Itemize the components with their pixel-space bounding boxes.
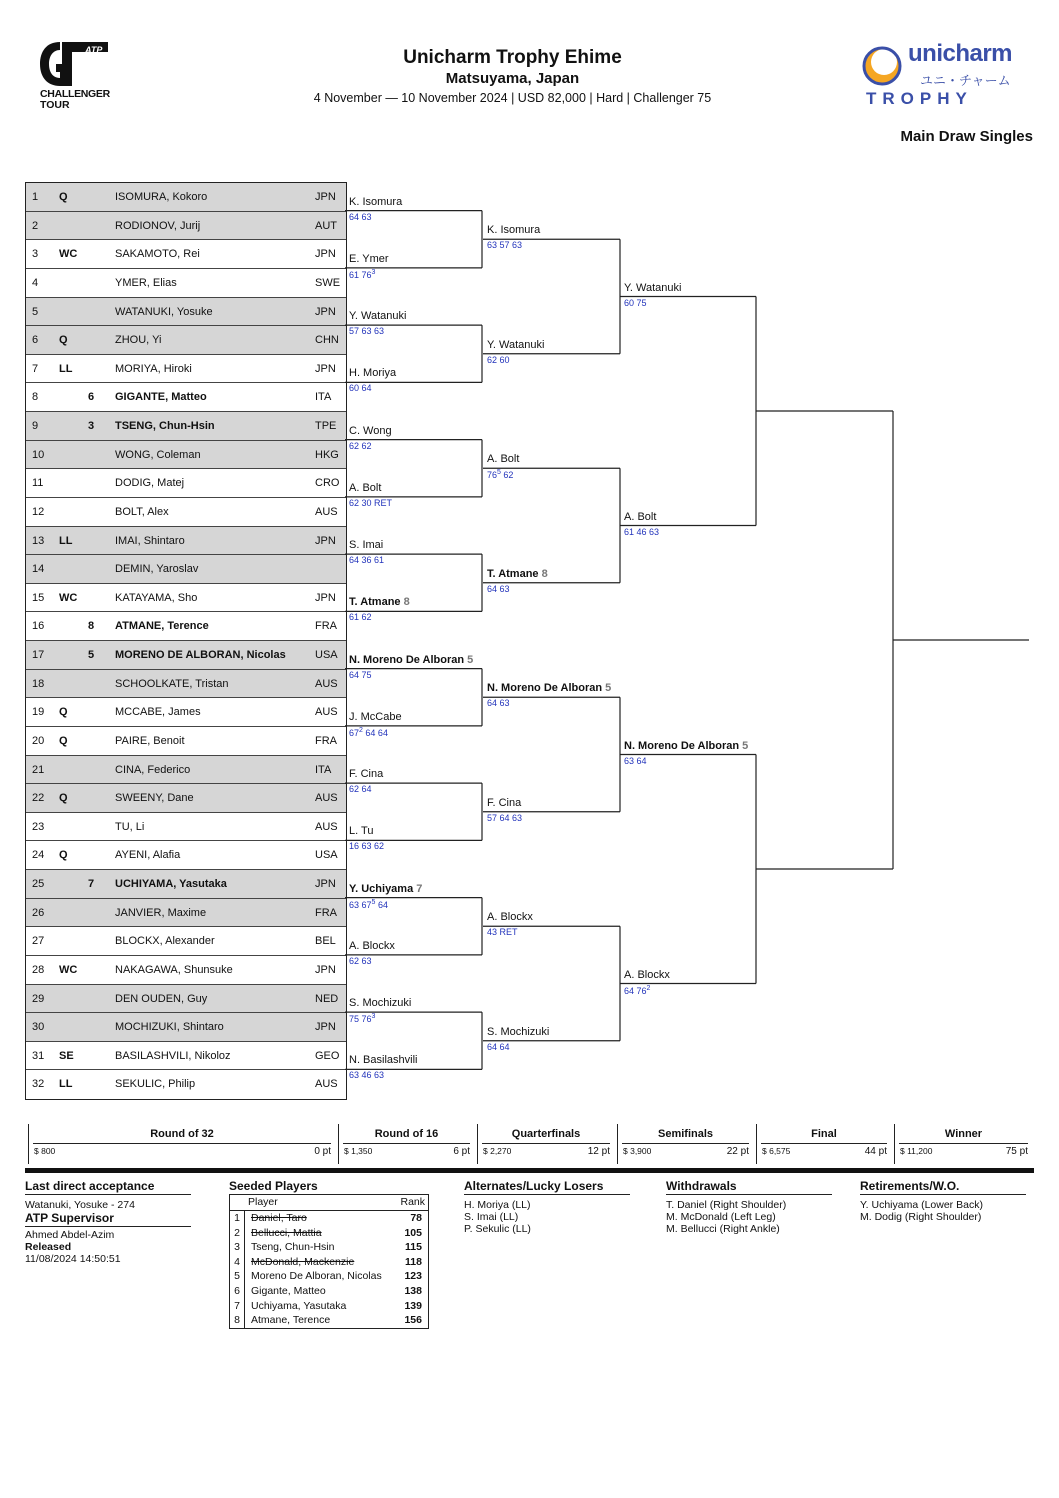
seeded-index: 8	[230, 1313, 245, 1329]
player-country: JPN	[315, 534, 336, 547]
list-item: M. Bellucci (Right Ankle)	[666, 1223, 780, 1235]
player-country: ITA	[315, 391, 332, 404]
bracket-score: $76^5$ 62	[487, 469, 514, 481]
bracket-score: 75 $76^3$	[349, 1013, 376, 1025]
bracket-player-name: Y. Uchiyama 7	[349, 882, 423, 895]
bracket-player-name: F. Cina	[349, 768, 384, 781]
player-country: FRA	[315, 906, 337, 919]
list-item: P. Sekulic (LL)	[464, 1223, 531, 1235]
draw-number: 17	[32, 649, 45, 661]
bracket-player-name: T. Atmane 8	[349, 596, 410, 609]
prize-round	[756, 1124, 891, 1164]
unicharm-brand: unicharm	[908, 40, 1013, 67]
list-item: M. Dodig (Right Shoulder)	[860, 1211, 982, 1223]
round-label: Round of 16	[374, 1128, 439, 1140]
round-divider	[343, 1143, 470, 1144]
seeded-rank: 139	[404, 1299, 422, 1312]
bracket-player-name: L. Tu	[349, 825, 374, 838]
seeded-title: Seeded Players	[229, 1179, 318, 1193]
ranking-points: 44 pt	[864, 1146, 887, 1157]
tiebreak-score: 2	[646, 984, 651, 992]
seed-number: 6	[88, 391, 95, 404]
round-divider	[33, 1143, 331, 1144]
seeded-index: 1	[230, 1211, 245, 1227]
bracket-player-name: Y. Watanuki	[487, 338, 545, 351]
seeded-header-rank: Rank	[400, 1196, 425, 1208]
bracket-seed: 5	[605, 682, 612, 695]
bracket-score: 61 46 63	[624, 526, 660, 537]
draw-number: 10	[32, 448, 45, 461]
draw-number: 2	[32, 219, 39, 232]
withdrawals-title: Withdrawals	[666, 1179, 832, 1195]
round-label: Quarterfinals	[511, 1128, 581, 1140]
bracket-player-name: A. Blockx	[487, 911, 533, 924]
player-country: AUS	[315, 677, 338, 690]
player-country: CHN	[315, 334, 339, 347]
draw-number: 6	[32, 334, 39, 347]
seeded-row	[230, 1269, 428, 1284]
seeded-player: Gigante, Matteo	[251, 1284, 326, 1297]
player-name: TU, Li	[115, 820, 145, 833]
draw-number: 9	[32, 420, 39, 432]
player-name: DEN OUDEN, Guy	[115, 992, 208, 1005]
player-country: JPN	[315, 963, 336, 976]
entry-type: WC	[59, 963, 78, 976]
draw-number: 32	[32, 1078, 45, 1091]
entry-type: LL	[59, 534, 73, 547]
bracket-score: 64 63	[487, 583, 510, 594]
bracket-player-name: E. Ymer	[349, 252, 389, 265]
draw-number: 24	[32, 849, 45, 862]
draw-number: 4	[32, 276, 39, 289]
player-country: JPN	[315, 1021, 336, 1034]
seed-number: 7	[88, 878, 95, 890]
player-name: SWEENY, Dane	[115, 792, 194, 805]
bracket-score: 64 63	[349, 211, 372, 222]
bracket-player-name: C. Wong	[349, 424, 392, 437]
seeded-row	[230, 1313, 428, 1328]
seeded-header	[230, 1195, 428, 1211]
bracket-score: 63 $67^5$ 64	[349, 898, 388, 910]
draw-number: 25	[32, 878, 45, 890]
seeded-rank: 78	[410, 1212, 422, 1224]
list-item: S. Imai (LL)	[464, 1211, 519, 1223]
alternates-title: Alternates/Lucky Losers	[464, 1179, 630, 1195]
supervisor-name: Ahmed Abdel-Azim	[25, 1229, 115, 1241]
player-name: GIGANTE, Matteo	[115, 391, 207, 404]
round-label: Winner	[944, 1128, 983, 1140]
bracket-player-name: A. Blockx	[624, 968, 670, 981]
round-divider	[622, 1143, 749, 1144]
player-country: JPN	[315, 362, 336, 375]
seeded-rank: 138	[404, 1284, 422, 1297]
entry-type: LL	[59, 1078, 73, 1091]
ranking-points: 75 pt	[1005, 1146, 1028, 1157]
seed-number: 5	[88, 649, 95, 661]
tournament-info: 4 November — 10 November 2024 | USD 82,000 | Hard | Challenger 75	[313, 91, 712, 105]
draw-number: 11	[32, 477, 44, 490]
player-country: AUS	[315, 792, 338, 805]
player-name: IMAI, Shintaro	[115, 534, 185, 547]
bracket-player-name: N. Basilashvili	[349, 1054, 418, 1067]
player-name: KATAYAMA, Sho	[115, 591, 198, 604]
footer-divider	[25, 1168, 1034, 1173]
list-item: M. McDonald (Left Leg)	[666, 1211, 776, 1223]
bracket-score: 64 $76^2$	[624, 984, 651, 996]
entry-type: Q	[59, 792, 68, 805]
tournament-location: Matsuyama, Japan	[445, 70, 580, 87]
seeded-index: 2	[230, 1226, 245, 1242]
prize-money: $ 6,575	[762, 1146, 791, 1156]
retirements-title: Retirements/W.O.	[860, 1179, 1026, 1195]
player-country: JPN	[315, 878, 336, 890]
seeded-row	[230, 1226, 428, 1241]
tiebreak-score: 5	[371, 898, 376, 906]
tiebreak-score: 3	[371, 268, 376, 276]
draw-number: 31	[32, 1049, 45, 1062]
list-item: H. Moriya (LL)	[464, 1199, 531, 1211]
draw-number: 29	[32, 992, 45, 1005]
player-country: USA	[315, 649, 338, 661]
bracket-player-name: N. Moreno De Alboran 5	[349, 653, 474, 666]
player-name: MCCABE, James	[115, 706, 201, 719]
draw-number: 27	[32, 935, 45, 948]
bracket-score: 57 64 63	[487, 812, 523, 823]
bracket-player-name: F. Cina	[487, 796, 522, 809]
player-country: TPE	[315, 420, 337, 432]
entry-type: LL	[59, 362, 73, 375]
player-name: MORENO DE ALBORAN, Nicolas	[115, 649, 286, 661]
seeded-header-player: Player	[248, 1196, 278, 1208]
bracket-player-name: T. Atmane 8	[487, 567, 548, 580]
list-item: Y. Uchiyama (Lower Back)	[860, 1199, 983, 1211]
entry-type: Q	[59, 849, 68, 862]
player-country: AUS	[315, 820, 338, 833]
player-country: JPN	[315, 305, 336, 318]
draw-number: 22	[32, 792, 45, 805]
player-country: JPN	[315, 591, 336, 604]
player-name: AYENI, Alafia	[115, 849, 181, 862]
seed-number: 8	[88, 620, 95, 633]
bracket-player-name: S. Mochizuki	[487, 1025, 550, 1038]
bracket-player-name: A. Bolt	[624, 510, 657, 523]
tiebreak-score: 2	[359, 726, 363, 734]
bracket-score: 62 64	[349, 784, 372, 795]
player-name: CINA, Federico	[115, 763, 191, 776]
bracket-score: 62 62	[349, 440, 372, 451]
player-country: GEO	[315, 1049, 340, 1062]
lda-value: Watanuki, Yosuke - 274	[25, 1199, 135, 1211]
seeded-rank: 105	[404, 1226, 422, 1239]
player-name: YMER, Elias	[115, 276, 177, 289]
prize-money: $ 1,350	[344, 1146, 373, 1156]
bracket-score: 61 $76^3$	[349, 268, 376, 280]
seeded-row	[230, 1299, 428, 1314]
seeded-rank: 123	[404, 1270, 422, 1283]
bracket-player-name: Y. Watanuki	[624, 281, 682, 294]
seeded-player: Uchiyama, Yasutaka	[251, 1299, 347, 1312]
draw-type-title: Main Draw Singles	[900, 128, 1033, 145]
bracket-score: 62 60	[487, 354, 510, 365]
draw-number: 26	[32, 906, 45, 919]
player-name: ZHOU, Yi	[115, 334, 162, 347]
draw-number: 21	[32, 763, 45, 776]
round-divider	[899, 1143, 1028, 1144]
entry-type: Q	[59, 734, 68, 747]
entry-type: SE	[59, 1049, 74, 1062]
bracket-player-name: A. Bolt	[349, 481, 382, 494]
seeded-player: Moreno De Alboran, Nicolas	[251, 1270, 382, 1283]
player-country: FRA	[315, 734, 337, 747]
seeded-row	[230, 1255, 428, 1270]
seeded-table	[229, 1194, 429, 1329]
round-divider	[761, 1143, 887, 1144]
bracket-score: 63 57 63	[487, 240, 523, 251]
seeded-row	[230, 1284, 428, 1299]
prize-money: $ 11,200	[900, 1146, 933, 1156]
seeded-index: 6	[230, 1284, 245, 1300]
released-label: Released	[25, 1241, 72, 1253]
draw-number: 14	[32, 563, 45, 576]
player-country: BEL	[315, 935, 336, 948]
prize-money: $ 800	[34, 1146, 56, 1156]
player-name: SAKAMOTO, Rei	[115, 248, 200, 261]
bracket-player-name: N. Moreno De Alboran 5	[487, 682, 612, 695]
player-name: DEMIN, Yaroslav	[115, 563, 199, 576]
bracket-player-name: A. Bolt	[487, 453, 520, 466]
bracket-seed: 5	[742, 739, 749, 752]
seeded-player: Bellucci, Mattia	[251, 1226, 322, 1239]
seed-number: 3	[88, 420, 95, 432]
player-name: MOCHIZUKI, Shintaro	[115, 1021, 224, 1034]
bracket-score: 63 46 63	[349, 1070, 385, 1081]
player-name: ISOMURA, Kokoro	[115, 191, 208, 203]
player-name: WONG, Coleman	[115, 448, 201, 461]
bracket-player-name: S. Mochizuki	[349, 997, 412, 1010]
bracket-score: 43 RET	[487, 927, 518, 938]
player-name: JANVIER, Maxime	[115, 906, 207, 919]
seeded-row	[230, 1240, 428, 1255]
challenger-text: CHALLENGER	[40, 88, 110, 100]
seeded-index: 7	[230, 1299, 245, 1315]
draw-number: 15	[32, 591, 45, 604]
bracket-seed: 8	[541, 567, 548, 580]
round-divider	[482, 1143, 610, 1144]
draw-number: 13	[32, 534, 45, 547]
player-name: DODIG, Matej	[115, 477, 185, 490]
bracket-player-name: K. Isomura	[349, 195, 403, 208]
player-country: JPN	[315, 191, 336, 203]
draw-number: 16	[32, 620, 45, 633]
player-name: MORIYA, Hiroki	[115, 362, 192, 375]
bracket-player-name: S. Imai	[349, 539, 384, 552]
seeded-player: Tseng, Chun-Hsin	[251, 1241, 335, 1254]
entry-type: Q	[59, 334, 68, 347]
atp-brand: ATP	[85, 45, 103, 55]
player-country: AUS	[315, 1078, 338, 1091]
bracket-seed: 8	[403, 596, 410, 609]
tiebreak-score: 3	[371, 1013, 376, 1021]
draw-number: 5	[32, 305, 39, 318]
bracket-score: 61 62	[349, 612, 372, 623]
prize-money: $ 3,900	[623, 1146, 652, 1156]
player-country: CRO	[315, 477, 340, 490]
draw-number: 30	[32, 1021, 45, 1034]
bracket-score: 60 64	[349, 383, 372, 394]
player-country: FRA	[315, 620, 337, 633]
draw-number: 23	[32, 820, 45, 833]
released-date: 11/08/2024 14:50:51	[25, 1253, 121, 1265]
player-name: NAKAGAWA, Shunsuke	[115, 963, 233, 976]
bracket-score: 64 75	[349, 669, 372, 680]
bracket-score: 62 30 RET	[349, 497, 393, 508]
draw-number: 3	[32, 248, 39, 261]
trophy-text: TROPHY	[866, 89, 973, 108]
player-name: BOLT, Alex	[115, 505, 169, 518]
player-name: UCHIYAMA, Yasutaka	[115, 878, 227, 890]
prize-round	[28, 1124, 335, 1164]
seeded-index: 5	[230, 1269, 245, 1285]
ranking-points: 6 pt	[453, 1146, 470, 1157]
draw-number: 7	[32, 362, 39, 375]
round-label: Semifinals	[657, 1128, 714, 1140]
player-country: SWE	[315, 276, 341, 289]
supervisor-title: ATP Supervisor	[25, 1211, 191, 1227]
draw-number: 19	[32, 706, 45, 719]
round-label: Final	[811, 1128, 837, 1140]
player-name: SCHOOLKATE, Tristan	[115, 677, 229, 690]
bracket-score: 62 63	[349, 955, 372, 966]
player-country: AUS	[315, 505, 338, 518]
seeded-rank: 156	[404, 1314, 422, 1327]
seeded-player: Daniel, Taro	[251, 1212, 307, 1224]
prize-round	[477, 1124, 614, 1164]
draw-number: 20	[32, 734, 45, 747]
player-name: WATANUKI, Yosuke	[115, 305, 213, 318]
player-name: BLOCKX, Alexander	[115, 935, 215, 948]
player-name: RODIONOV, Jurij	[115, 219, 201, 232]
player-name: TSENG, Chun-Hsin	[115, 420, 215, 432]
bracket-player-name: H. Moriya	[349, 367, 397, 380]
draw-number: 8	[32, 391, 39, 404]
player-country: HKG	[315, 448, 339, 461]
draw-number: 18	[32, 677, 45, 690]
bracket-score: 60 75	[624, 297, 647, 308]
entry-type: WC	[59, 591, 78, 604]
player-country: USA	[315, 849, 338, 862]
ranking-points: 12 pt	[587, 1146, 610, 1157]
seeded-index: 4	[230, 1255, 245, 1271]
tour-text: TOUR	[40, 99, 70, 111]
bracket-seed: 5	[467, 653, 474, 666]
tiebreak-score: 5	[497, 469, 501, 477]
seeded-rank: 118	[405, 1255, 422, 1268]
player-country: NED	[315, 992, 339, 1005]
bracket-player-name: J. McCabe	[349, 710, 402, 723]
entry-type: WC	[59, 248, 78, 261]
player-country: JPN	[315, 248, 336, 261]
seeded-rank: 115	[405, 1241, 422, 1254]
draw-number: 28	[32, 963, 45, 976]
player-name: BASILASHVILI, Nikoloz	[115, 1049, 231, 1062]
player-name: SEKULIC, Philip	[115, 1078, 196, 1091]
ranking-points: 0 pt	[314, 1146, 331, 1157]
bracket-score: 64 63	[487, 698, 510, 709]
entry-type: Q	[59, 706, 68, 719]
tournament-title: Unicharm Trophy Ehime	[403, 47, 622, 68]
bracket-score: 64 36 61	[349, 555, 385, 566]
bracket-player-name: Y. Watanuki	[349, 310, 407, 323]
unicharm-kana: ユニ・チャーム	[920, 73, 1011, 88]
bracket-score: 64 64	[487, 1041, 510, 1052]
bracket-player-name: N. Moreno De Alboran 5	[624, 739, 749, 752]
seeded-player: Atmane, Terence	[251, 1314, 331, 1327]
bracket-player-name: A. Blockx	[349, 939, 395, 952]
player-name: PAIRE, Benoit	[115, 734, 185, 747]
bracket-score: 16 63 62	[349, 841, 385, 852]
seeded-player: McDonald, Mackenzie	[251, 1255, 355, 1268]
list-item: T. Daniel (Right Shoulder)	[666, 1199, 787, 1211]
draw-number: 12	[32, 505, 45, 518]
ranking-points: 22 pt	[726, 1146, 749, 1157]
prize-money: $ 2,270	[483, 1146, 512, 1156]
player-country: AUT	[315, 219, 337, 232]
bracket-seed: 7	[416, 882, 423, 895]
bracket-player-name: K. Isomura	[487, 224, 541, 237]
seeded-row	[230, 1211, 428, 1226]
player-country: ITA	[315, 763, 332, 776]
bracket-score: 57 63 63	[349, 326, 385, 337]
prize-round	[338, 1124, 474, 1164]
prize-round	[617, 1124, 753, 1164]
seeded-index: 3	[230, 1240, 245, 1256]
draw-number: 1	[32, 191, 39, 203]
prize-round	[894, 1124, 1032, 1164]
bracket-score: $67^2$ 64 64	[349, 726, 388, 738]
bracket-score: 63 64	[624, 755, 647, 766]
entry-type: Q	[59, 191, 68, 203]
lda-title: Last direct acceptance	[25, 1179, 191, 1195]
player-country: AUS	[315, 706, 338, 719]
player-name: ATMANE, Terence	[115, 620, 209, 633]
round-label: Round of 32	[150, 1128, 214, 1140]
